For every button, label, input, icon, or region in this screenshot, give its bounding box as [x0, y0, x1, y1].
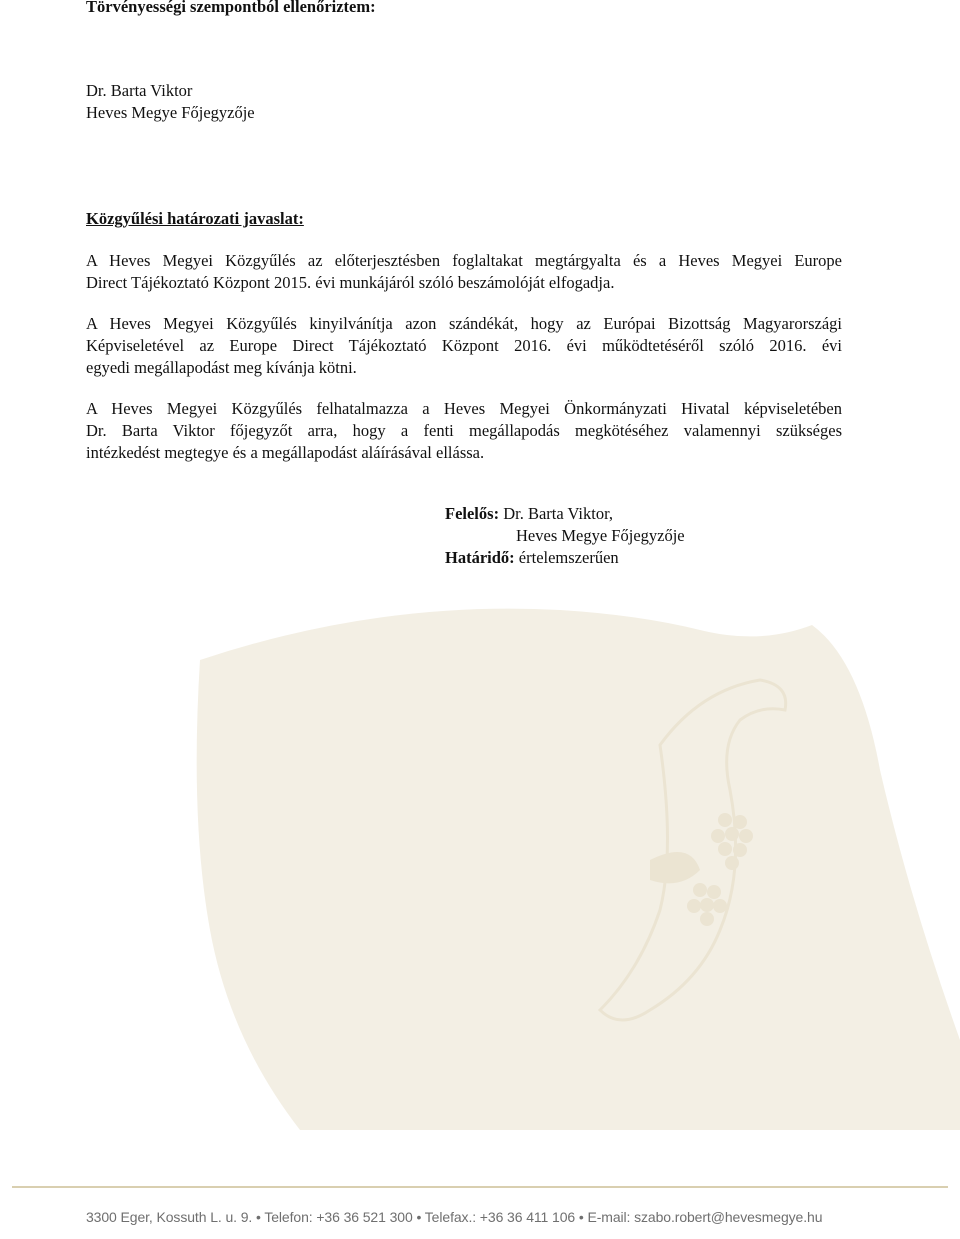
responsible-title: Heves Megye Főjegyzője — [516, 526, 685, 545]
responsible-label: Felelős: — [445, 504, 500, 523]
proposal-paragraph-1 — [86, 250, 842, 294]
paragraph-line: A Heves Megyei Közgyűlés kinyilvánítja azon szándékát, hogy az Európai Bizottság Magyarországi — [86, 314, 842, 333]
proposal-paragraph-3 — [86, 398, 842, 464]
paragraph-line: egyedi megállapodást meg kívánja kötni. — [86, 358, 357, 377]
footer-contact-info: 3300 Eger, Kossuth L. u. 9. • Telefon: +36 36 521 300 • Telefax.: +36 36 411 106 • E-mail: szabo.robert@hevesmegye.hu — [86, 1209, 823, 1225]
deadline-line — [445, 547, 619, 569]
proposal-heading: Közgyűlési határozati javaslat: — [86, 209, 304, 228]
footer-divider — [12, 1186, 948, 1188]
deadline-value: értelemszerűen — [518, 548, 619, 567]
paragraph-line: A Heves Megyei Közgyűlés az előterjesztésben foglaltakat megtárgyalta és a Heves Megyei Europe — [86, 251, 842, 270]
review-statement: Törvényességi szempontból ellenőriztem: — [86, 0, 376, 16]
paragraph-line: intézkedést megtegye és a megállapodást aláírásával ellássa. — [86, 443, 485, 462]
responsible-name: Dr. Barta Viktor, — [503, 504, 614, 523]
paragraph-line: Direct Tájékoztató Központ 2015. évi munkájáról szóló beszámolóját elfogadja. — [86, 273, 615, 292]
paragraph-line: Képviseletével az Europe Direct Tájékoztató Központ 2016. évi működtetéséről szóló 2016. évi — [86, 336, 842, 355]
deadline-label: Határidő: — [445, 548, 515, 567]
heves-county-crest-watermark — [0, 570, 960, 1130]
signatory-position: Heves Megye Főjegyzője — [86, 103, 255, 122]
signatory-name: Dr. Barta Viktor — [86, 81, 193, 100]
paragraph-line: A Heves Megyei Közgyűlés felhatalmazza a Heves Megyei Önkormányzati Hivatal képviseletében — [86, 399, 842, 418]
responsible-line — [445, 503, 613, 525]
proposal-paragraph-2 — [86, 313, 842, 379]
paragraph-line: Dr. Barta Viktor főjegyzőt arra, hogy a fenti megállapodás megkötéséhez valamennyi szükséges — [86, 421, 842, 440]
crest-shield-shape — [197, 609, 960, 1130]
